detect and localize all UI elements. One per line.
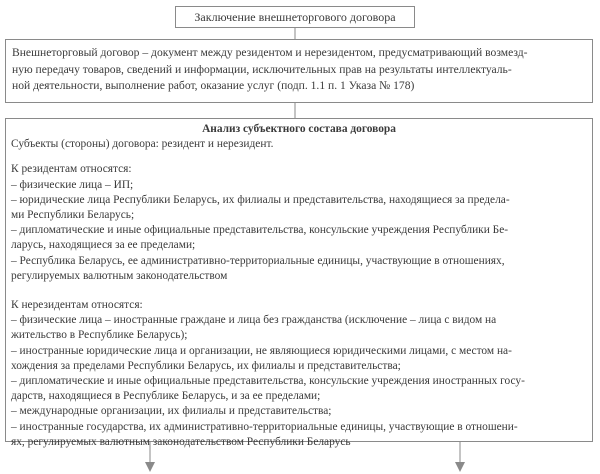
residents-label: К резидентам относятся: xyxy=(11,163,132,176)
nonresidents-line: ях, регулируемых валютным законодательством Республики Беларусь xyxy=(11,435,351,448)
nonresidents-line: – физические лица – иностранные граждане и лица без гражданства (исключение – лица с видом на xyxy=(11,314,497,327)
residents-line: ларусь, находящиеся за ее пределами; xyxy=(11,239,196,252)
residents-line: ми Республики Беларусь; xyxy=(11,209,135,222)
arrow-right-head xyxy=(455,462,465,472)
nonresidents-label: К нерезидентам относятся: xyxy=(11,299,143,312)
nonresidents-line: дарств, находящиеся в Республике Беларусь, и за ее пределами; xyxy=(11,390,321,403)
residents-line: – Республика Беларусь, ее административно-территориальные единицы, участвующие в отношениях, xyxy=(11,254,505,267)
residents-line: – физические лица – ИП; xyxy=(11,178,134,191)
title-box xyxy=(175,6,415,28)
residents-line: регулируемых валютным законодательством xyxy=(11,269,228,282)
analysis-heading: Анализ субъектного состава договора xyxy=(202,123,396,135)
definition-box xyxy=(5,39,593,103)
nonresidents-line: – международные организации, их филиалы и представительства; xyxy=(11,405,332,418)
definition-line: ной деятельности, выполнение работ, оказание услуг (подп. 1.1 п. 1 Указа № 178) xyxy=(12,79,415,92)
nonresidents-line: жительство в Республике Беларусь); xyxy=(11,329,188,342)
residents-line: – юридические лица Республики Беларусь, их филиалы и представительства, находящиеся за предела- xyxy=(11,193,510,206)
analysis-box xyxy=(5,118,593,448)
arrow-left-head xyxy=(145,462,155,472)
nonresidents-line: хождения за пределами Республики Беларусь, их филиалы и представительства; xyxy=(11,359,401,372)
analysis-subtitle: Субъекты (стороны) договора: резидент и нерезидент. xyxy=(11,138,274,151)
nonresidents-line: – иностранные юридические лица и организации, не являющиеся юридическими лицами, с местом на- xyxy=(11,344,512,357)
residents-line: – дипломатические и иные официальные представительства, консульские учреждения Республики Бе- xyxy=(11,224,509,237)
nonresidents-line: – иностранные государства, их административно-территориальные единицы, участвующие в отношени- xyxy=(11,420,518,433)
title-text: Заключение внешнеторгового договора xyxy=(194,10,396,24)
definition-line: Внешнеторговый договор – документ между резидентом и нерезидентом, предусматривающий возмезд- xyxy=(12,46,528,59)
nonresidents-line: – дипломатические и иные официальные представительства, консульские учреждения иностранных госу- xyxy=(11,375,525,388)
definition-line: ную передачу товаров, сведений и информации, исключительных прав на результаты интеллектуаль- xyxy=(12,62,512,76)
